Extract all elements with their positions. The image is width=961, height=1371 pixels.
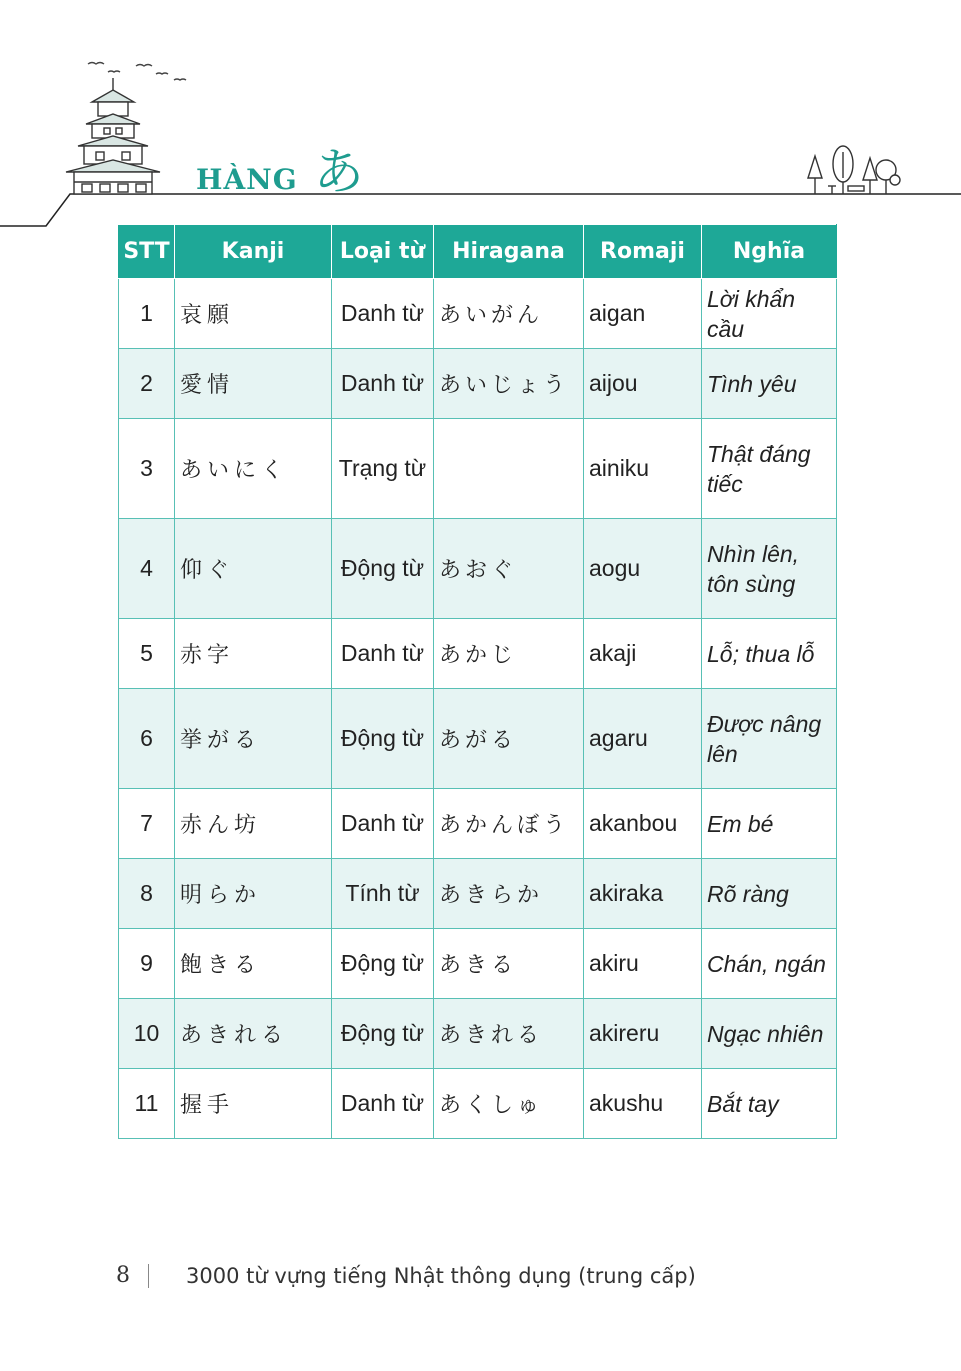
cell-kanji: 哀願 — [175, 279, 332, 349]
cell-kanji: 愛情 — [175, 349, 332, 419]
cell-type: Động từ — [332, 689, 434, 789]
table-row — [119, 929, 837, 999]
cell-hiragana: あがる — [434, 689, 584, 789]
cell-stt: 11 — [119, 1069, 175, 1139]
cell-stt: 9 — [119, 929, 175, 999]
cell-meaning: Bắt tay — [702, 1069, 837, 1139]
birds-icon — [88, 63, 186, 81]
cell-kanji: あいにく — [175, 419, 332, 519]
cell-romaji: akiru — [584, 929, 702, 999]
page-number: 8 — [116, 1263, 130, 1288]
cell-romaji: akaji — [584, 619, 702, 689]
table-row — [119, 689, 837, 789]
cell-hiragana: あいがん — [434, 279, 584, 349]
header-illustration — [0, 40, 961, 240]
cell-romaji: agaru — [584, 689, 702, 789]
cell-kanji: 仰ぐ — [175, 519, 332, 619]
column-header-hiragana: Hiragana — [434, 225, 584, 279]
column-header-meaning: Nghĩa — [702, 225, 837, 279]
table-row — [119, 419, 837, 519]
cell-type: Danh từ — [332, 279, 434, 349]
cell-type: Động từ — [332, 999, 434, 1069]
heading-kana: あ — [313, 143, 364, 201]
column-header-kanji: Kanji — [175, 225, 332, 279]
cell-hiragana: あくしゅ — [434, 1069, 584, 1139]
cell-kanji: 赤ん坊 — [175, 789, 332, 859]
cell-kanji: 飽きる — [175, 929, 332, 999]
vocabulary-table — [118, 224, 837, 1139]
cell-hiragana: あいじょう — [434, 349, 584, 419]
cell-hiragana: あきらか — [434, 859, 584, 929]
cell-meaning: Thật đáng tiếc — [702, 419, 837, 519]
table-row — [119, 519, 837, 619]
cell-meaning: Được nâng lên — [702, 689, 837, 789]
cell-type: Tính từ — [332, 859, 434, 929]
cell-meaning: Rõ ràng — [702, 859, 837, 929]
cell-type: Danh từ — [332, 349, 434, 419]
cell-meaning: Tình yêu — [702, 349, 837, 419]
footer-divider — [148, 1264, 149, 1288]
cell-kanji: あきれる — [175, 999, 332, 1069]
cell-type: Danh từ — [332, 1069, 434, 1139]
cell-type: Trạng từ — [332, 419, 434, 519]
cell-hiragana: あかじ — [434, 619, 584, 689]
cell-hiragana: あきれる — [434, 999, 584, 1069]
cell-meaning: Chán, ngán — [702, 929, 837, 999]
cell-meaning: Nhìn lên, tôn sùng — [702, 519, 837, 619]
cell-stt: 7 — [119, 789, 175, 859]
cell-romaji: akushu — [584, 1069, 702, 1139]
cell-romaji: aogu — [584, 519, 702, 619]
cell-kanji: 挙がる — [175, 689, 332, 789]
table-row — [119, 279, 837, 349]
table-row — [119, 789, 837, 859]
cell-meaning: Lỗ; thua lỗ — [702, 619, 837, 689]
cell-hiragana: あきる — [434, 929, 584, 999]
cell-hiragana: あおぐ — [434, 519, 584, 619]
castle-icon — [66, 78, 160, 194]
cell-stt: 8 — [119, 859, 175, 929]
cell-type: Động từ — [332, 519, 434, 619]
cell-stt: 10 — [119, 999, 175, 1069]
heading-word: HÀNG — [196, 163, 298, 196]
cell-romaji: aigan — [584, 279, 702, 349]
cell-romaji: akiraka — [584, 859, 702, 929]
cell-kanji: 握手 — [175, 1069, 332, 1139]
cell-stt: 4 — [119, 519, 175, 619]
cell-type: Danh từ — [332, 619, 434, 689]
cell-hiragana: あかんぼう — [434, 789, 584, 859]
table-row — [119, 999, 837, 1069]
cell-stt: 5 — [119, 619, 175, 689]
section-heading — [196, 132, 364, 204]
cell-meaning: Lời khẩn cầu — [702, 279, 837, 349]
cell-hiragana — [434, 419, 584, 519]
page-footer — [116, 1263, 696, 1288]
cell-romaji: akireru — [584, 999, 702, 1069]
table-header-row — [119, 225, 837, 279]
table-row — [119, 349, 837, 419]
cell-romaji: aijou — [584, 349, 702, 419]
cell-romaji: akanbou — [584, 789, 702, 859]
cell-stt: 1 — [119, 279, 175, 349]
cell-meaning: Ngạc nhiên — [702, 999, 837, 1069]
book-title: 3000 từ vựng tiếng Nhật thông dụng (trung cấp) — [186, 1263, 696, 1288]
cell-type: Động từ — [332, 929, 434, 999]
column-header-type: Loại từ — [332, 225, 434, 279]
header-rule — [0, 194, 961, 226]
table-row — [119, 859, 837, 929]
cell-type: Danh từ — [332, 789, 434, 859]
cell-romaji: ainiku — [584, 419, 702, 519]
table-row — [119, 1069, 837, 1139]
trees-icon — [808, 146, 900, 194]
column-header-romaji: Romaji — [584, 225, 702, 279]
table-row — [119, 619, 837, 689]
cell-stt: 6 — [119, 689, 175, 789]
cell-meaning: Em bé — [702, 789, 837, 859]
column-header-stt: STT — [119, 225, 175, 279]
cell-kanji: 明らか — [175, 859, 332, 929]
cell-stt: 2 — [119, 349, 175, 419]
cell-stt: 3 — [119, 419, 175, 519]
cell-kanji: 赤字 — [175, 619, 332, 689]
